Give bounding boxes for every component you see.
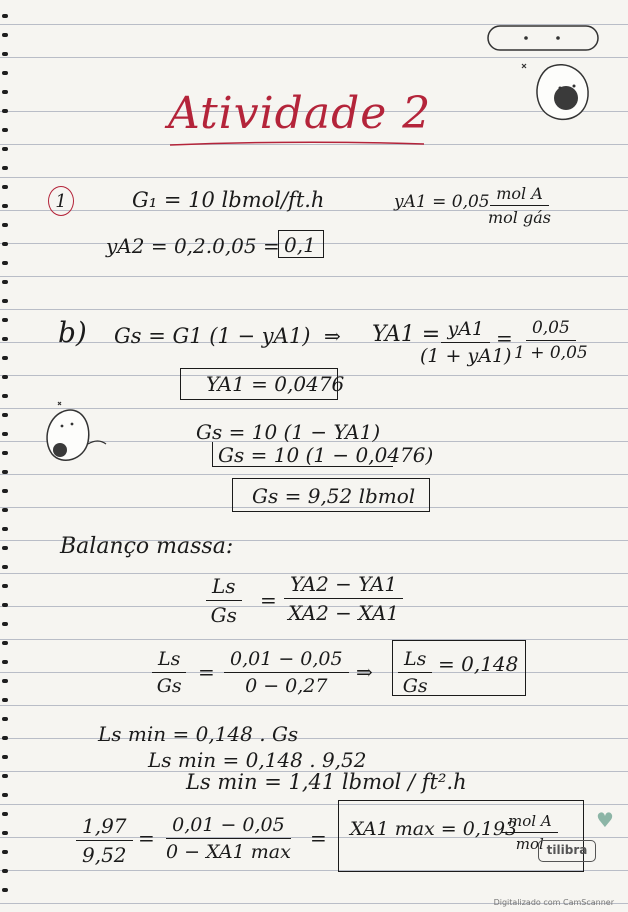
spiral-binding: [0, 0, 12, 912]
ratio-result-fraction: [398, 648, 432, 697]
spiral-ring: [2, 755, 8, 759]
ratio-value: = 0,148: [438, 652, 519, 676]
final-unit-num: mol A: [502, 812, 558, 833]
spiral-ring: [2, 622, 8, 626]
scan-footer: Digitalizado com CamScanner: [493, 898, 614, 907]
spiral-ring: [2, 413, 8, 417]
final-result: XA1 max = 0,193: [350, 818, 518, 840]
spiral-ring: [2, 356, 8, 360]
spiral-ring: [2, 185, 8, 189]
subst-ls-den: Gs: [156, 675, 182, 697]
gs-line2: Gs = 10 (1 − 0,0476): [218, 443, 434, 467]
final-mid-fraction: [166, 814, 291, 863]
spiral-ring: [2, 432, 8, 436]
spiral-ring: [2, 299, 8, 303]
subst-ls-fraction: [152, 648, 186, 697]
ls-num: Ls: [206, 574, 242, 601]
spiral-ring: [2, 888, 8, 892]
spiral-ring: [2, 223, 8, 227]
spiral-ring: [2, 812, 8, 816]
ls-den: Gs: [210, 603, 237, 627]
spiral-ring: [2, 641, 8, 645]
balance-eq: =: [260, 588, 277, 612]
spiral-ring: [2, 52, 8, 56]
implies-arrow: ⇒: [324, 324, 341, 348]
item-number-circle: [48, 186, 74, 216]
final-unit-den: mol: [515, 835, 544, 853]
spiral-ring: [2, 204, 8, 208]
YA1-num: yA1: [441, 318, 490, 343]
gs-result: Gs = 9,52 lbmol: [252, 484, 416, 508]
spiral-ring: [2, 394, 8, 398]
final-lhs-num: 1,97: [76, 814, 133, 841]
subst-arrow: ⇒: [356, 660, 373, 684]
ya2-result: 0,1: [284, 233, 316, 257]
ya1-equation: yA1 = 0,05: [394, 192, 490, 212]
g1-equation: G₁ = 10 lbmol/ft.h: [132, 188, 325, 212]
lsmin-line3: Ls min = 1,41 lbmol / ft².h: [186, 770, 467, 794]
spiral-ring: [2, 660, 8, 664]
spiral-ring: [2, 147, 8, 151]
final-lhs-den: 9,52: [82, 843, 127, 867]
spiral-ring: [2, 90, 8, 94]
subst-ls-num: Ls: [152, 648, 186, 673]
balance-heading: Balanço massa:: [60, 534, 234, 559]
title-underline: [168, 140, 428, 148]
spiral-ring: [2, 33, 8, 37]
rhs-den: XA2 − XA1: [288, 601, 399, 625]
lsmin-line2: Ls min = 0,148 . 9,52: [148, 748, 367, 772]
final-mid-den: 0 − XA1 max: [166, 841, 291, 863]
item-b-label: b): [58, 316, 87, 349]
heart-icon: ♥: [596, 808, 614, 832]
subst-num: 0,01 − 0,05: [224, 648, 349, 673]
YA1-lhs: YA1 =: [372, 322, 441, 347]
spiral-ring: [2, 603, 8, 607]
lsmin-line1: Ls min = 0,148 . Gs: [98, 722, 299, 746]
spiral-ring: [2, 242, 8, 246]
page-title: Atividade 2: [168, 88, 432, 139]
spiral-ring: [2, 584, 8, 588]
ls-gs-fraction: [206, 574, 242, 627]
final-eq: =: [138, 826, 155, 850]
YA1-eq: =: [496, 326, 513, 350]
ratio-num: Ls: [398, 648, 432, 673]
spiral-ring: [2, 261, 8, 265]
balance-rhs-fraction: [284, 572, 403, 625]
YA1-den: (1 + yA1): [420, 345, 512, 367]
spiral-ring: [2, 736, 8, 740]
spiral-ring: [2, 546, 8, 550]
ya1-unit: [488, 184, 551, 227]
YA1-val-num: 0,05: [526, 318, 576, 341]
spiral-ring: [2, 109, 8, 113]
subst-eq: =: [198, 660, 215, 684]
spiral-ring: [2, 375, 8, 379]
spiral-ring: [2, 470, 8, 474]
spiral-ring: [2, 527, 8, 531]
subst-den: 0 − 0,27: [245, 675, 328, 697]
spiral-ring: [2, 565, 8, 569]
final-mid-num: 0,01 − 0,05: [166, 814, 291, 839]
spiral-ring: [2, 793, 8, 797]
YA1-result: YA1 = 0,0476: [206, 372, 345, 396]
item-number: 1: [55, 191, 67, 212]
subst-fraction: [224, 648, 349, 697]
spiral-ring: [2, 831, 8, 835]
spiral-ring: [2, 774, 8, 778]
ya1-unit-den: mol gás: [488, 208, 551, 227]
final-eq2: =: [310, 826, 327, 850]
spiral-ring: [2, 508, 8, 512]
spiral-ring: [2, 489, 8, 493]
gs-formula: Gs = G1 (1 − yA1): [114, 324, 311, 348]
spiral-ring: [2, 451, 8, 455]
ratio-den: Gs: [402, 675, 428, 697]
spiral-ring: [2, 166, 8, 170]
brand-logo: tilibra: [538, 840, 596, 862]
gs-line1: Gs = 10 (1 − YA1): [196, 420, 381, 444]
final-lhs-fraction: [76, 814, 133, 867]
spiral-ring: [2, 869, 8, 873]
ya2-equation: yA2 = 0,2.0,05 =: [106, 234, 280, 258]
spiral-ring: [2, 280, 8, 284]
spiral-ring: [2, 717, 8, 721]
spiral-ring: [2, 14, 8, 18]
YA1-value-fraction: [514, 318, 588, 363]
spiral-ring: [2, 318, 8, 322]
spiral-ring: [2, 679, 8, 683]
ya1-unit-num: mol A: [490, 184, 549, 206]
avocado-doodle-icon: [40, 398, 110, 470]
spiral-ring: [2, 128, 8, 132]
rhs-num: YA2 − YA1: [284, 572, 403, 599]
spiral-ring: [2, 850, 8, 854]
spiral-ring: [2, 698, 8, 702]
spiral-ring: [2, 71, 8, 75]
spiral-ring: [2, 337, 8, 341]
YA1-val-den: 1 + 0,05: [514, 343, 588, 363]
avocado-sticker-icon: [486, 24, 604, 128]
